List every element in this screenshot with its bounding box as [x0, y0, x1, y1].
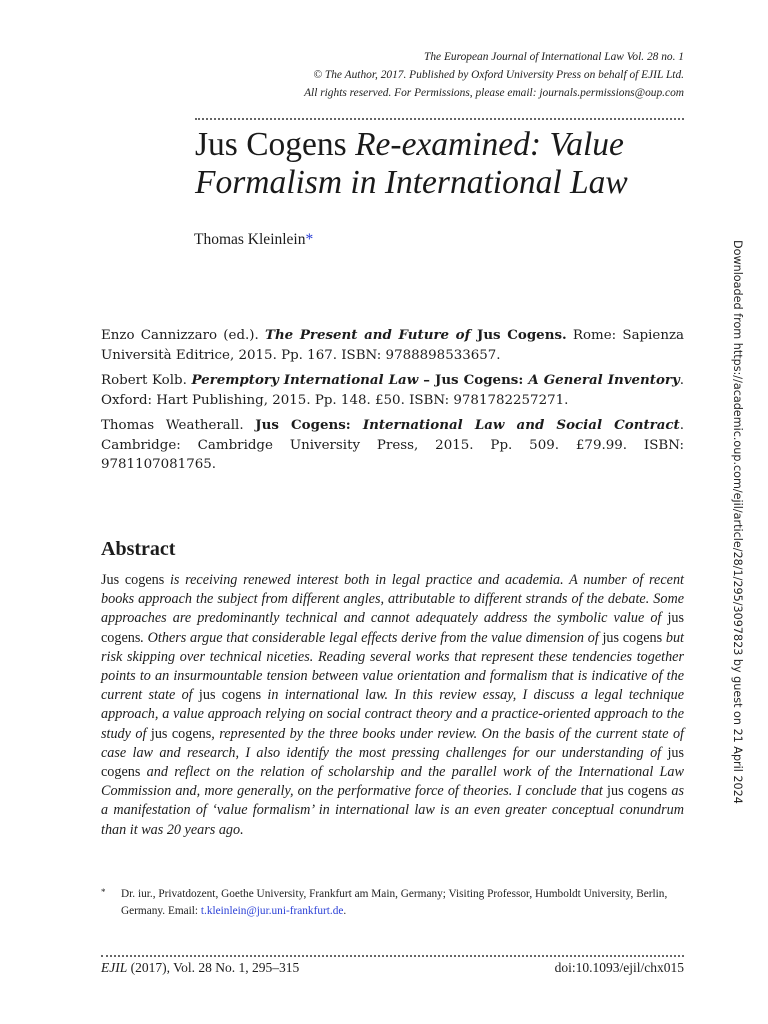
abstract-heading: Abstract [101, 538, 176, 560]
abstract-segment: and reflect on the relation of scholarship and the parallel work of the International Law Commission and, more generally, on the performative force of theories. I conclude that [101, 764, 684, 800]
book-author: Robert Kolb. [101, 373, 192, 388]
abstract-segment: is receiving renewed interest both in legal practice and academia. A number of recent books approach the subject from different angles, attributable to different strands of the debate. Some approaches are predominantly technical and cannot adequately address the symbolic value of [101, 572, 684, 627]
footnote-end: . [343, 905, 347, 917]
book-title-end: . [561, 327, 567, 343]
abstract-segment: jus cogens [101, 610, 684, 646]
book-details: Rome: Sapienza Università Editrice, 2015. Pp. 167. ISBN: 9788898533657. [101, 328, 684, 363]
book-title-bold: Jus Cogens: [255, 417, 363, 433]
book-title-italic-2: A General Inventory [528, 372, 680, 388]
footnote-marker: * [101, 887, 106, 897]
abstract-segment: jus cogens [101, 744, 684, 781]
download-side-note: Downloaded from https://academic.oup.com/ejil/article/28/1/295/3097823 by guest on 21 April 2024 [731, 240, 744, 804]
author-footnote-marker[interactable]: * [305, 231, 314, 248]
title-part-2: Re-examined: Value Formalism in International Law [195, 126, 628, 201]
journal-header [164, 48, 684, 102]
copyright-line: © The Author, 2017. Published by Oxford University Press on behalf of EJIL Ltd. [313, 69, 684, 81]
book-title-italic: International Law and Social Contract [362, 417, 680, 433]
rights-line: All rights reserved. For Permissions, please email: journals.permissions@oup.com [304, 87, 684, 99]
book-title-dash: – [418, 372, 435, 388]
book-title-bold: Jus Cogens [476, 327, 562, 343]
book-entry [101, 326, 684, 365]
reviewed-books [101, 326, 684, 481]
abstract-segment: Jus cogens [101, 572, 165, 588]
email-link[interactable]: t.kleinlein@jur.uni-frankfurt.de [200, 905, 344, 917]
book-title-bold: Jus Cogens: [434, 372, 529, 388]
footnote [101, 886, 684, 920]
abstract-segment: jus cogens [602, 629, 663, 646]
abstract-segment: jus cogens [607, 783, 668, 800]
author [194, 231, 313, 249]
author-name: Thomas Kleinlein [194, 231, 306, 248]
footer-citation [101, 960, 299, 976]
book-author: Enzo Cannizzaro (ed.). [101, 328, 265, 343]
book-entry [101, 371, 684, 410]
header-divider [195, 118, 684, 120]
book-title-italic: Peremptory International Law [191, 372, 419, 388]
abstract-segment: but risk skipping over technical niceties. Reading several works that represent these tendencies together points to an insurmountable tension between value orientation and formalism that is indicative of the current state of [101, 629, 684, 704]
abstract-segment: in international law. In this review essay, I discuss a legal technique approach, a value approach relying on social contract theory and a practice-oriented approach to the study of [101, 687, 684, 742]
abstract-text [101, 571, 684, 840]
book-entry [101, 416, 684, 475]
abstract-segment: , represented by the three books under review. On the basis of the current state of case law and research, I also identify the most pressing challenges for our understanding of [101, 725, 684, 761]
abstract-segment: . Others argue that considerable legal effects derive from the value dimension of [140, 629, 603, 646]
title-part-1: Jus Cogens [195, 126, 356, 163]
abstract-segment: jus cogens [150, 725, 212, 742]
footer-divider [101, 955, 684, 957]
footer-doi[interactable]: doi:10.1093/ejil/chx015 [554, 960, 684, 975]
abstract-segment: as a manifestation of ‘value formalism’ in international law is an even greater conceptual conundrum than it was 20 years ago. [101, 783, 684, 838]
book-details: . Oxford: Hart Publishing, 2015. Pp. 148. £50. ISBN: 9781782257271. [101, 373, 685, 408]
book-title-italic: The Present and Future of [264, 327, 477, 343]
abstract-segment: jus cogens [198, 687, 262, 704]
book-author: Thomas Weatherall. [101, 418, 256, 433]
article-title [195, 126, 695, 202]
citation-text: (2017), Vol. 28 No. 1, 295–315 [127, 960, 300, 975]
journal-abbr: EJIL [101, 960, 128, 975]
book-details: . Cambridge: Cambridge University Press, 2015. Pp. 509. £79.99. ISBN: 9781107081765. [101, 418, 684, 472]
footnote-text [121, 886, 684, 920]
footnote-body: Dr. iur., Privatdozent, Goethe University, Frankfurt am Main, Germany; Visiting Professor, Humboldt University, Berlin, Germany. Email: [121, 888, 668, 917]
journal-line: The European Journal of International Law Vol. 28 no. 1 [424, 51, 684, 63]
